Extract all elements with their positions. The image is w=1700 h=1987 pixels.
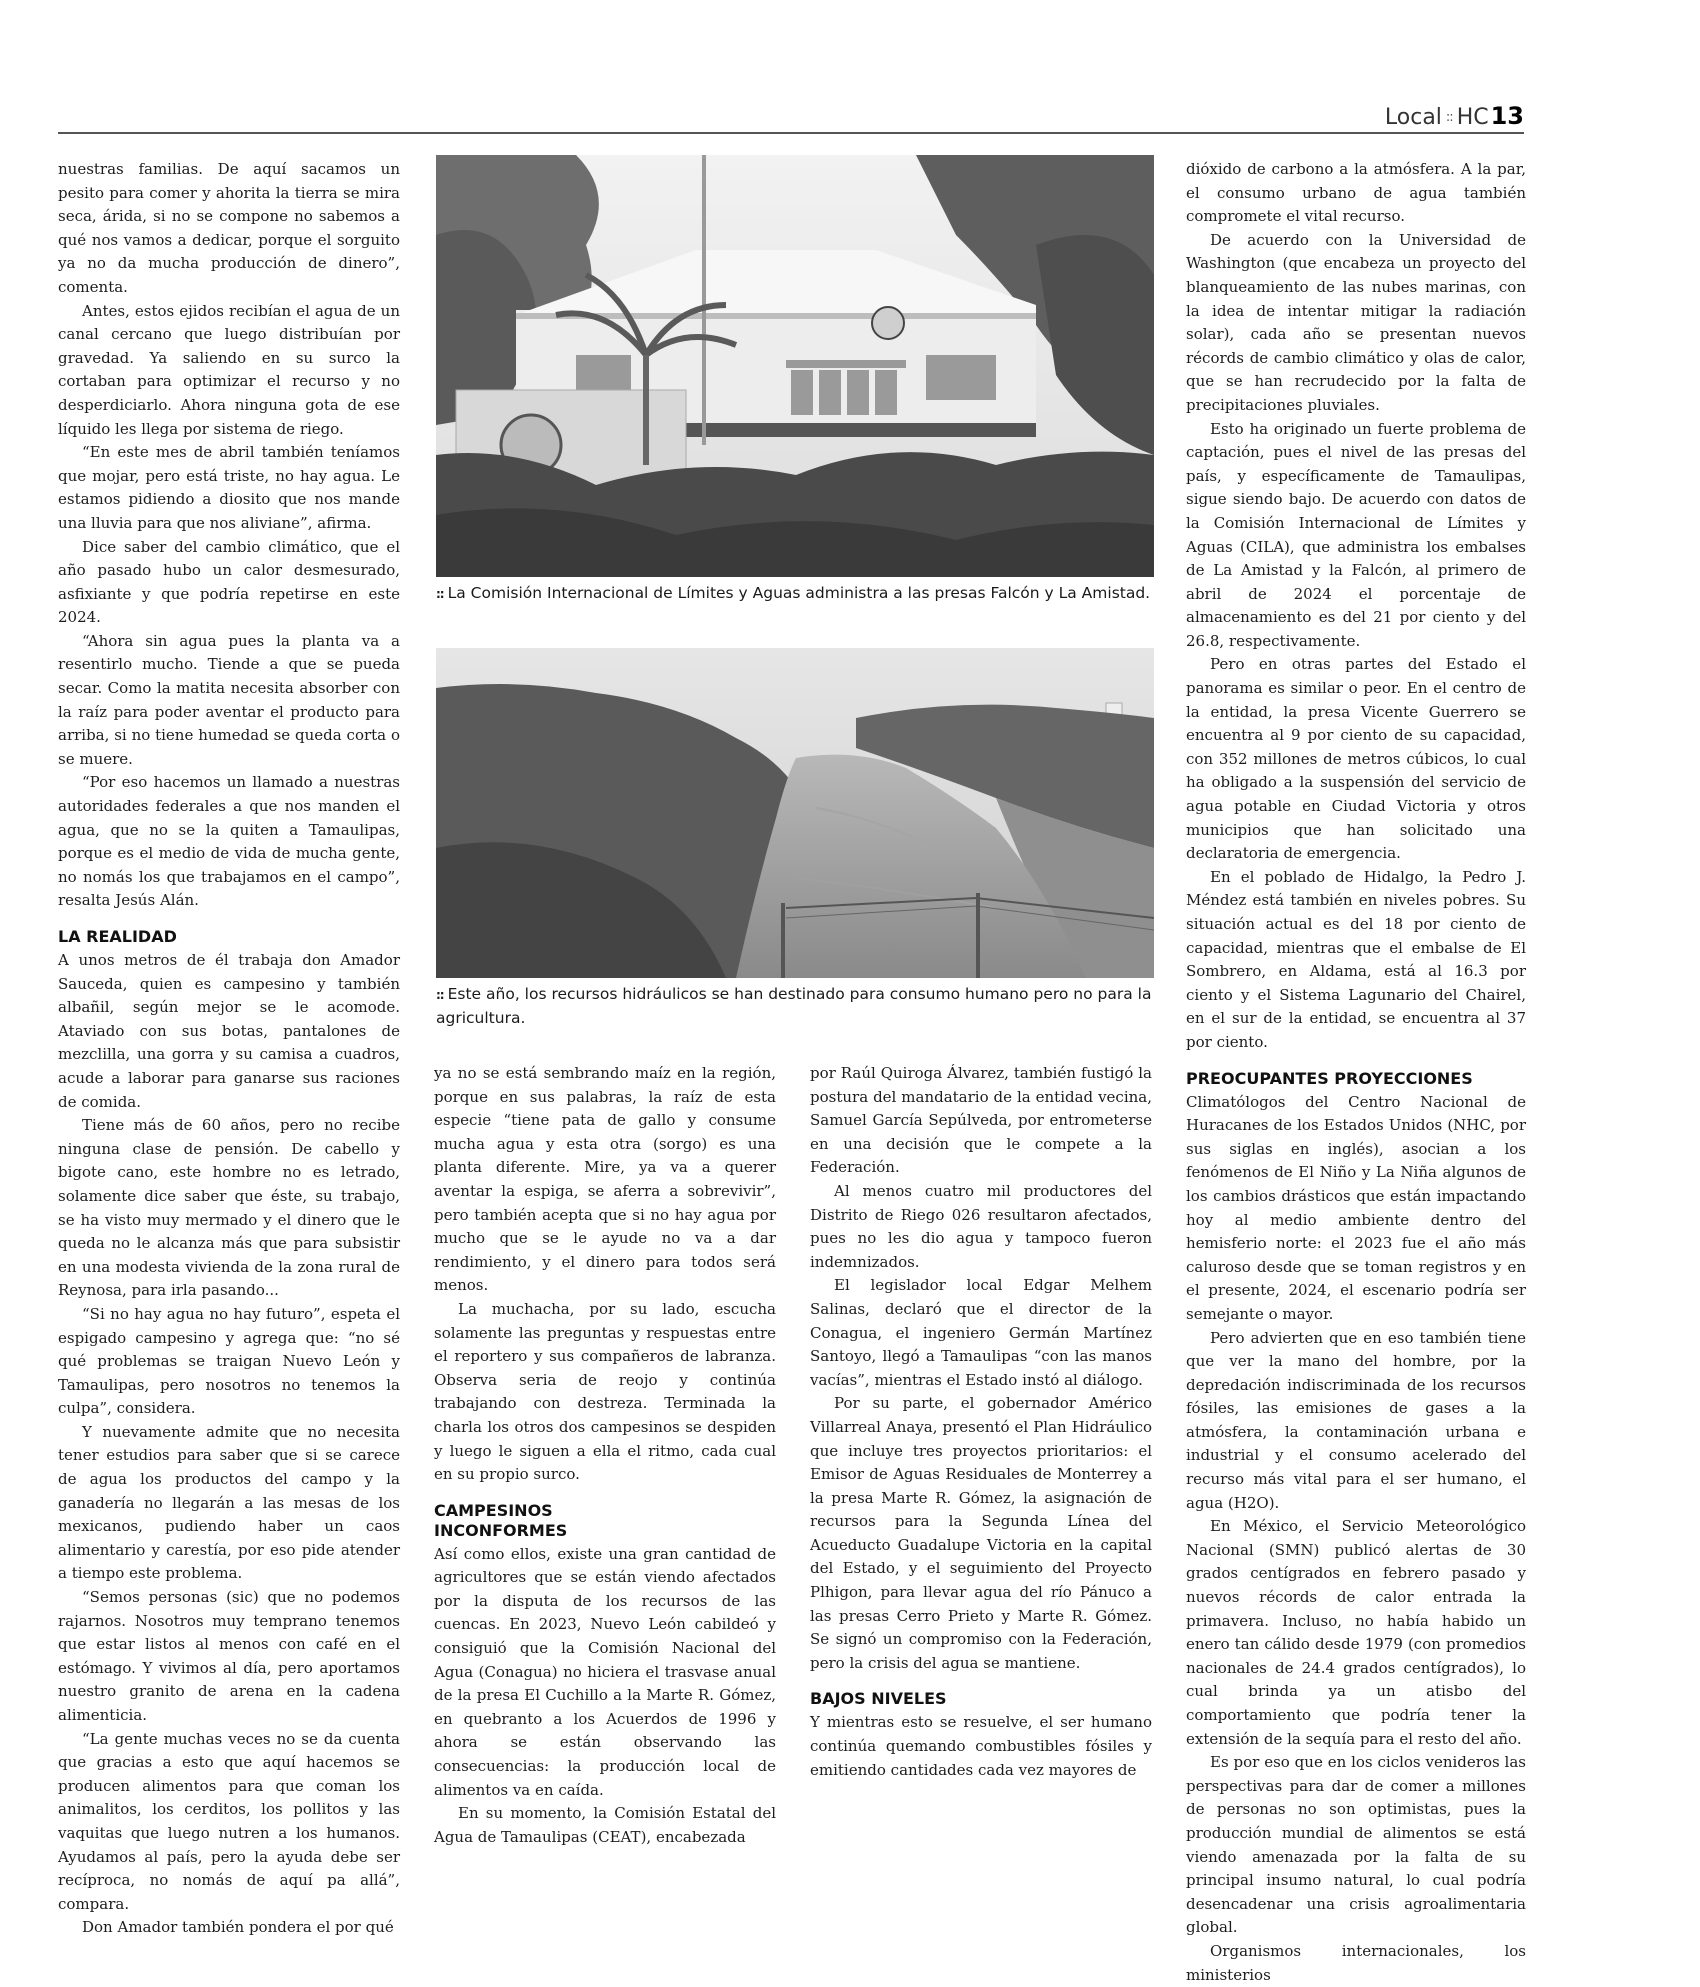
paragraph: De acuerdo con la Universidad de Washington (que encabeza un proyecto del blanqueamiento de las nubes marinas, con la idea de intentar mitigar la radiación solar), cada año se presentan nuevos récords de cambio climático y olas de calor, que se han recrudecido por la falta de precipitaciones pluviales. (1186, 230, 1526, 414)
paragraph: “Si no hay agua no hay futuro”, espeta el espigado campesino y agrega que: “no sé qué problemas se traigan Nuevo León y Tamaulipas, pero nosotros no tenemos la culpa”, considera. (58, 1304, 400, 1418)
paragraph: por Raúl Quiroga Álvarez, también fustigó la postura del mandatario de la entidad vecina, Samuel García Sepúlveda, por entrometerse en una decisión que le compete a la Federación. (810, 1064, 1152, 1177)
paragraph: Esto ha originado un fuerte problema de captación, pues el nivel de las presas del país, y específicamente de Tamaulipas, sigue siendo bajo. De acuerdo con datos de la Comisión Internacional de Límites y Aguas (CILA), que administra los embalses de La Amistad y la Falcón, al primero de abril de 2024 el porcentaje de almacenamiento es del 21 por ciento y del 26.8, respectivamente. (1186, 419, 1526, 650)
article-column-2 (434, 1062, 776, 1849)
photo-caption (436, 582, 1154, 606)
page-number: 13 (1490, 102, 1524, 130)
paragraph: Y mientras esto se resuelve, el ser humano continúa quemando combustibles fósiles y emitiendo cantidades cada vez mayores de (810, 1713, 1152, 1779)
paragraph: Tiene más de 60 años, pero no recibe ninguna clase de pensión. De cabello y bigote cano, este hombre no es letrado, solamente dice saber que éste, su trabajo, se ha visto muy mermado y el dinero que le queda no le alcanza más que para subsistir en una modesta vivienda de la zona rural de Reynosa, para irla pasando... (58, 1116, 400, 1300)
section-label (1385, 104, 1524, 130)
paragraph: Por su parte, el gobernador Américo Villarreal Anaya, presentó el Plan Hidráulico que incluye tres proyectos prioritarios: el Emisor de Aguas Residuales de Monterrey a la presa Marte R. Gómez, la asignación de recursos para la Segunda Línea del Acueducto Guadalupe Victoria en la capital del Estado, y el seguimiento del Proyecto Plhigon, para llevar agua del río Pánuco a las presas Cerro Prieto y Marte R. Gómez. Se signó un compromiso con la Federación, pero la crisis del agua se mantiene. (810, 1394, 1152, 1672)
paragraph: Climatólogos del Centro Nacional de Huracanes de los Estados Unidos (NHC, por sus siglas en inglés), asocian a los fenómenos de El Niño y La Niña algunos de los cambios drásticos que están impactando hoy al medio ambiente dentro del hemisferio norte: el 2023 fue el año más caluroso desde que se toman registros y en el presente, 2024, el escenario podría ser semejante o mayor. (1186, 1092, 1526, 1323)
paragraph: “Por eso hacemos un llamado a nuestras autoridades federales a que nos manden el agua, que no se la quiten a Tamaulipas, porque es el medio de vida de mucha gente, no nomás los que trabajamos en el campo”, resalta Jesús Alán. (58, 773, 400, 910)
paragraph: nuestras familias. De aquí sacamos un pesito para comer y ahorita la tierra se mira seca, árida, si no se compone no sabemos a qué nos vamos a dedicar, porque el sorguito ya no da mucha producción de dinero”, comenta. (58, 160, 400, 296)
photo-canal (436, 648, 1154, 978)
photo-caption (436, 983, 1154, 1030)
caption-text: Este año, los recursos hidráulicos se han destinado para consumo humano pero no para la agricultura. (436, 985, 1152, 1027)
paragraph: ya no se está sembrando maíz en la región, porque en sus palabras, la raíz de esta especie “tiene pata de gallo y consume mucha agua y esta otra (sorgo) es una planta diferente. Mire, ya va a querer aventar la espiga, se aferra a sobrevivir”, pero también acepta que si no hay agua por mucho que se le ayude no va a dar rendimiento, y el dinero para todos será menos. (434, 1064, 776, 1295)
photo-cila-building (436, 155, 1154, 577)
subheading: BAJOS NIVELES (810, 1689, 947, 1709)
paragraph: “En este mes de abril también teníamos que mojar, pero está triste, no hay agua. Le estamos pidiendo a diosito que nos mande una lluvia para que nos aliviane”, afirma. (58, 443, 400, 532)
paragraph: Al menos cuatro mil productores del Distrito de Riego 026 resultaron afectados, pues no les dio agua y tampoco fueron indemnizados. (810, 1181, 1152, 1271)
subheading: LA REALIDAD (58, 927, 177, 946)
paragraph: Dice saber del cambio climático, que el año pasado hubo un calor desmesurado, asfixiante y que podría repetirse en este 2024. (58, 537, 400, 627)
paragraph: Es por eso que en los ciclos venideros las perspectivas para dar de comer a millones de personas no son optimistas, pues la producción mundial de alimentos se está viendo amenazada por la falta de su principal insumo natural, lo cual podría desencadenar una crisis agroalimentaria global. (1186, 1753, 1526, 1937)
article-column-3 (810, 1062, 1152, 1782)
section-name: Local (1384, 105, 1442, 130)
paragraph: En el poblado de Hidalgo, la Pedro J. Méndez está también en niveles pobres. Su situación actual es del 18 por ciento de capacidad, mientras que el embalse de El Sombrero, en Aldama, está al 16.3 por ciento y el Sistema Lagunario del Chairel, en el sur de la entidad, se encuentra al 37 por ciento. (1186, 867, 1526, 1051)
paragraph: Así como ellos, existe una gran cantidad de agricultores que se están viendo afectados por la disputa de los recursos de las cuencas. En 2023, Nuevo León cabildeó y consiguió que la Comisión Nacional del Agua (Conagua) no hiciera el trasvase anual de la presa El Cuchillo a la Marte R. Gómez, en quebranto a los Acuerdos de 1996 y ahora se están observando las consecuencias: la producción local de alimentos va en caída. (434, 1544, 776, 1799)
article-column-1 (58, 158, 400, 1940)
brand: HC (1456, 105, 1489, 130)
paragraph: “Semos personas (sic) que no podemos rajarnos. Nosotros muy temprano tenemos que estar listos al menos con café en el estómago. Y vivimos al día, pero aportamos nuestro granito de arena en la cadena alimenticia. (58, 1588, 400, 1724)
subheading: CAMPESINOS INCONFORMES (434, 1500, 568, 1540)
paragraph: En México, el Servicio Meteorológico Nacional (SMN) publicó alertas de 30 grados centígrados en febrero pasado y nuevos récords de calor entrada la primavera. Incluso, no había habido un enero tan cálido desde 1979 (con promedios nacionales de 24.4 grados centígrados), lo cual brinda ya un atisbo del comportamiento que podría tener la extensión de la sequía para el resto del año. (1186, 1517, 1526, 1748)
paragraph: La muchacha, por su lado, escucha solamente las preguntas y respuestas entre el reportero y sus compañeros de labranza. Observa seria de reojo y continúa trabajando con destreza. Terminada la charla los otros dos campesinos se despiden y luego le siguen a ella el ritmo, cada cual en su propio surco. (434, 1299, 776, 1484)
caption-text: La Comisión Internacional de Límites y Aguas administra a las presas Falcón y La Amistad. (447, 584, 1151, 602)
paragraph: El legislador local Edgar Melhem Salinas, declaró que el director de la Conagua, el ingeniero Germán Martínez Santoyo, llegó a Tamaulipas “con las manos vacías”, mientras el Estado instó al diálogo. (810, 1276, 1152, 1389)
paragraph: Pero en otras partes del Estado el panorama es similar o peor. En el centro de la entidad, la presa Vicente Guerrero se encuentra al 9 por ciento de su capacidad, con 352 millones de metros cúbicos, lo cual ha obligado a la suspensión del servicio de agua potable en Ciudad Victoria y otros municipios que han solicitado una declaratoria de emergencia. (1186, 655, 1526, 863)
paragraph: Y nuevamente admite que no necesita tener estudios para saber que si se carece de agua los productos del campo y la ganadería no llegarán a las mesas de los mexicanos, pudiendo haber un caos alimentario y carestía, por eso pide atender a tiempo este problema. (58, 1422, 400, 1583)
paragraph: Antes, estos ejidos recibían el agua de un canal cercano que luego distribuían por gravedad. Ya saliendo en su surco la cortaban para optimizar el recurso y no desperdiciarlo. Ahora ninguna gota de ese líquido les llega por sistema de riego. (58, 301, 400, 438)
separator-icon: :: (1445, 110, 1453, 125)
caption-marker-icon: :: (436, 587, 444, 601)
paragraph: Don Amador también pondera el por qué (82, 1918, 394, 1937)
article-column-4 (1186, 158, 1526, 1987)
paragraph: dióxido de carbono a la atmósfera. A la par, el consumo urbano de agua también compromete el vital recurso. (1186, 160, 1526, 226)
paragraph: A unos metros de él trabaja don Amador Sauceda, quien es campesino y también albañil, según mejor se le acomode. Ataviado con sus botas, pantalones de mezclilla, una gorra y su camisa a cuadros, acude a laborar para ganarse sus raciones de comida. (58, 951, 400, 1111)
paragraph: En su momento, la Comisión Estatal del Agua de Tamaulipas (CEAT), encabezada (434, 1804, 776, 1846)
caption-marker-icon: :: (436, 988, 444, 1002)
paragraph: “La gente muchas veces no se da cuenta que gracias a esto que aquí hacemos se producen alimentos para que coman los animalitos, los cerditos, los pollitos y las vaquitas que luego nutren a los humanos. Ayudamos al país, pero la ayuda debe ser recíproca, no nomás de aquí pa allá”, compara. (58, 1729, 400, 1913)
paragraph: Pero advierten que en eso también tiene que ver la mano del hombre, por la depredación indiscriminada de los recursos fósiles, las emisiones de gases a la atmósfera, la contaminación urbana e industrial y el consumo acelerado del recurso más vital para el ser humano, el agua (H2O). (1186, 1328, 1526, 1512)
paragraph: “Ahora sin agua pues la planta va a resentirlo mucho. Tiende a que se pueda secar. Como la matita necesita absorber con la raíz para poder aventar el producto para arriba, si no tiene humedad se queda corta o se muere. (58, 631, 400, 768)
subheading: PREOCUPANTES PROYECCIONES (1186, 1068, 1473, 1088)
page-header (58, 104, 1524, 134)
paragraph: Organismos internacionales, los ministerios (1186, 1941, 1526, 1984)
